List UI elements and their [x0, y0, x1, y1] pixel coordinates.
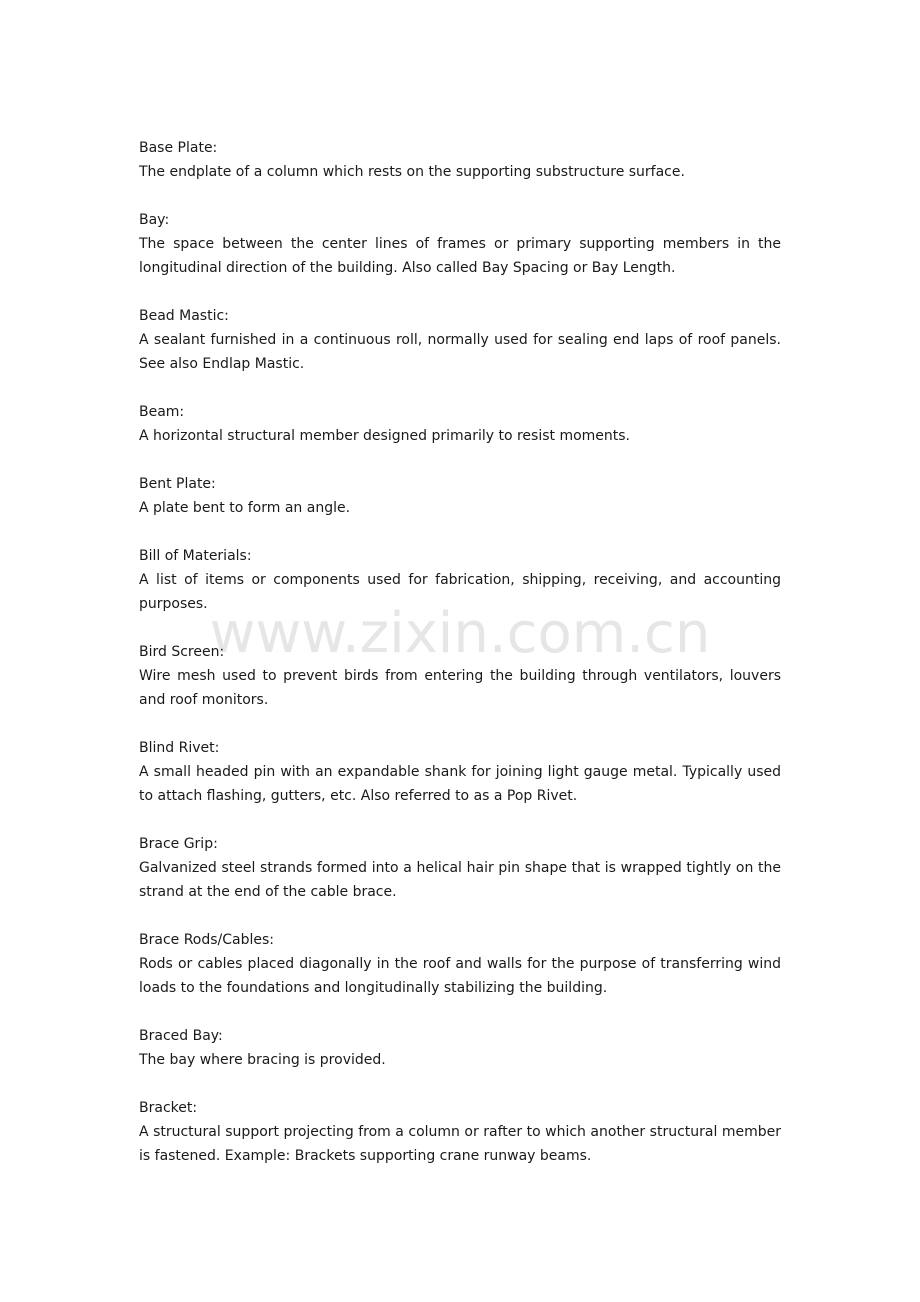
glossary-term: Bay:: [139, 212, 170, 228]
glossary-definition: The endplate of a column which rests on the supporting substructure surface.: [139, 164, 685, 180]
glossary-entry-blind-rivet: [139, 736, 781, 808]
glossary-entry-bird-screen: [139, 640, 781, 712]
glossary-term: Beam:: [139, 404, 185, 420]
glossary-entry-beam: [139, 400, 781, 448]
glossary-term: Bent Plate:: [139, 476, 216, 492]
glossary-definition: Rods or cables placed diagonally in the roof and walls for the purpose of transferring wind loads to the foundations and longitudinally stabilizing the building.: [139, 956, 781, 996]
glossary-entry-braced-bay: [139, 1024, 781, 1072]
glossary-page: [139, 136, 781, 1192]
glossary-entry-bill-of-materials: [139, 544, 781, 616]
glossary-definition: The bay where bracing is provided.: [139, 1052, 386, 1068]
glossary-entry-base-plate: [139, 136, 781, 184]
glossary-entry-bead-mastic: [139, 304, 781, 376]
glossary-definition: The space between the center lines of frames or primary supporting members in the longitudinal direction of the building. Also called Bay Spacing or Bay Length.: [139, 236, 781, 276]
glossary-term: Braced Bay:: [139, 1028, 223, 1044]
glossary-definition: A structural support projecting from a column or rafter to which another structural member is fastened. Example: Brackets supporting crane runway beams.: [139, 1124, 781, 1164]
glossary-term: Bill of Materials:: [139, 548, 252, 564]
watermark: www.zixin.com.cn: [209, 601, 711, 666]
glossary-entry-bay: [139, 208, 781, 280]
glossary-term: Blind Rivet:: [139, 740, 220, 756]
glossary-definition: A horizontal structural member designed primarily to resist moments.: [139, 428, 631, 444]
glossary-definition: Wire mesh used to prevent birds from entering the building through ventilators, louvers and roof monitors.: [139, 668, 781, 708]
glossary-entry-bent-plate: [139, 472, 781, 520]
glossary-definition: A small headed pin with an expandable shank for joining light gauge metal. Typically used to attach flashing, gutters, etc. Also referred to as a Pop Rivet.: [139, 764, 781, 804]
glossary-entry-brace-rods-cables: [139, 928, 781, 1000]
glossary-definition: A plate bent to form an angle.: [139, 500, 351, 516]
glossary-term: Bead Mastic:: [139, 308, 229, 324]
glossary-term: Base Plate:: [139, 140, 218, 156]
glossary-entry-bracket: [139, 1096, 781, 1168]
glossary-term: Brace Rods/Cables:: [139, 932, 275, 948]
glossary-definition: A sealant furnished in a continuous roll, normally used for sealing end laps of roof panels. See also Endlap Mastic.: [139, 332, 781, 372]
glossary-term: Bracket:: [139, 1100, 198, 1116]
glossary-definition: Galvanized steel strands formed into a helical hair pin shape that is wrapped tightly on the strand at the end of the cable brace.: [139, 860, 781, 900]
glossary-entry-brace-grip: [139, 832, 781, 904]
glossary-term: Bird Screen:: [139, 644, 225, 660]
glossary-term: Brace Grip:: [139, 836, 218, 852]
glossary-definition: A list of items or components used for fabrication, shipping, receiving, and accounting purposes.: [139, 572, 781, 612]
